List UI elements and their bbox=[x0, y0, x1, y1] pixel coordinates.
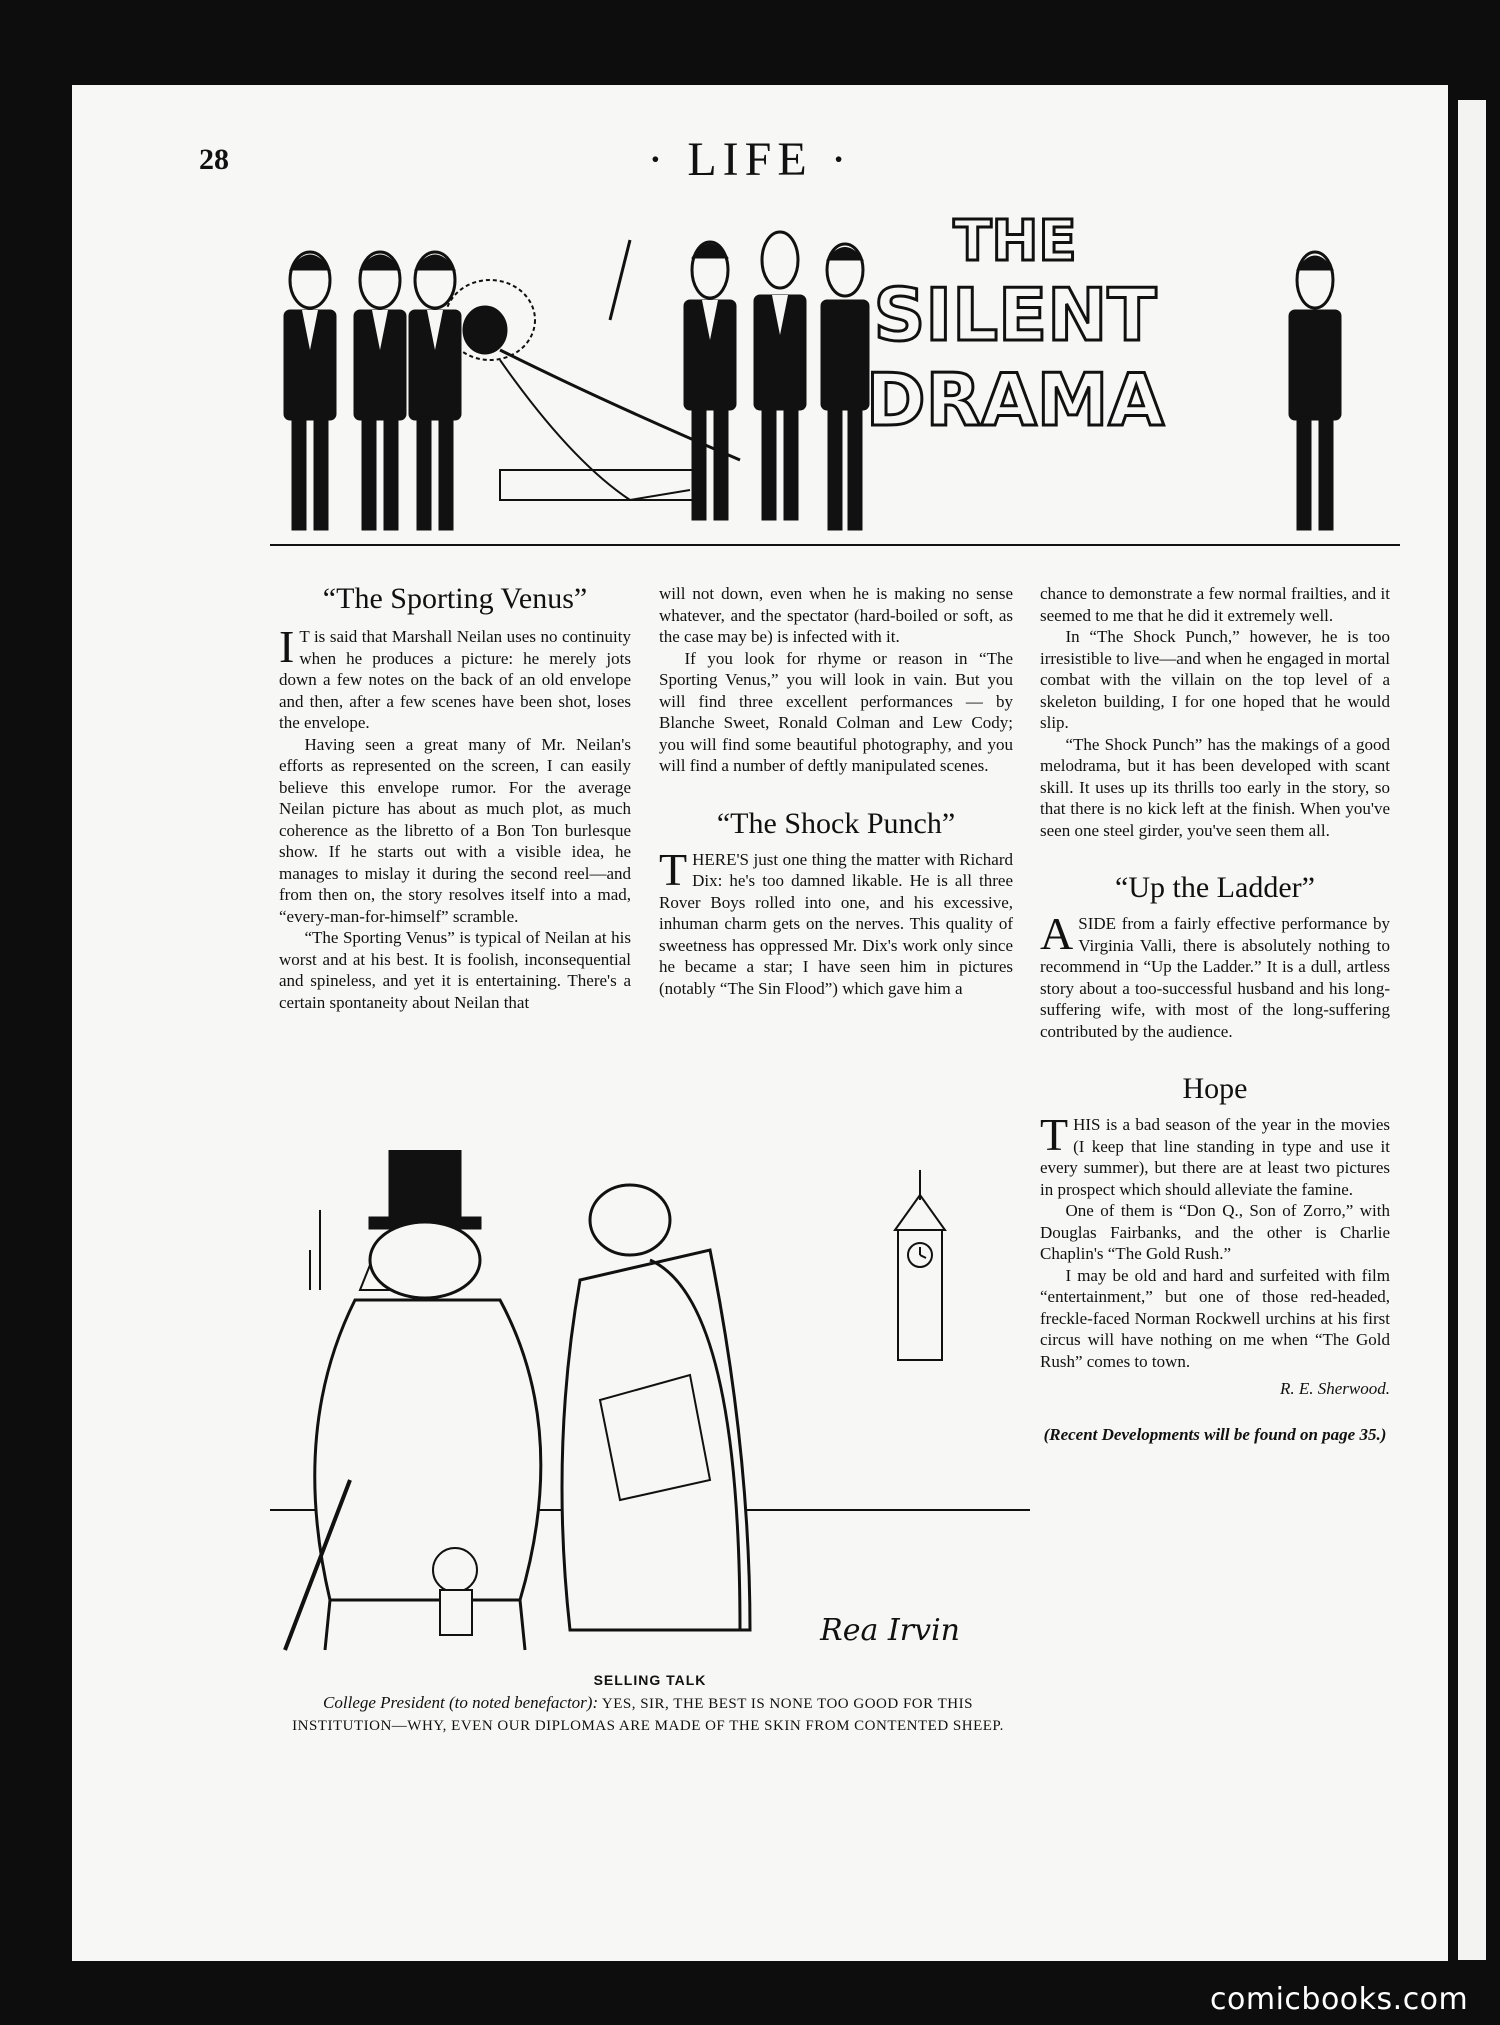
college-president-figure bbox=[562, 1185, 750, 1630]
usher-figure-4 bbox=[684, 242, 736, 520]
usher-figure-2 bbox=[354, 252, 406, 530]
banner-title-line-3: DRAMA bbox=[865, 358, 1165, 442]
cartoonist-signature: Rea Irvin bbox=[820, 1613, 960, 1648]
caption-speaker: College President (to noted benefactor): bbox=[323, 1693, 599, 1712]
article-paragraph: One of them is “Don Q., Son of Zorro,” with Douglas Fairbanks, and the other is Charlie Chaplin's “The Gold Rush.” bbox=[1040, 1201, 1390, 1263]
article-paragraph: If you look for rhyme or reason in “The Sporting Venus,” you will look in vain. But you will find three excellent performances — by Blanche Sweet, Ronald Colman and Lew Cody; you will find some beautiful photography, and you will find a number of deftly manipulated scenes. bbox=[659, 648, 1013, 775]
child-figure bbox=[433, 1548, 477, 1635]
clock-tower bbox=[895, 1170, 945, 1360]
page-number: 28 bbox=[199, 143, 229, 176]
selling-talk-cartoon-illustration bbox=[270, 1150, 1030, 1670]
next-page-edge bbox=[1458, 100, 1486, 1960]
author-signature: R. E. Sherwood. bbox=[1279, 1379, 1390, 1398]
benefactor-figure bbox=[285, 1150, 541, 1650]
continued-note: (Recent Developments will be found on page 35.) bbox=[1043, 1424, 1387, 1444]
usher-figure-7 bbox=[1289, 252, 1341, 530]
usher-figure-3 bbox=[409, 252, 461, 530]
column-2 bbox=[659, 583, 1013, 999]
article-title-up-the-ladder: “Up the Ladder” bbox=[1115, 871, 1315, 904]
site-watermark: comicbooks.com bbox=[1210, 1982, 1469, 2017]
drop-cap: I bbox=[279, 621, 295, 672]
article-paragraph: I T is said that Marshall Neilan uses no continuity when he produces a picture: he merely jots down a few notes on the back of an old envelope and then, after a few scenes have been shot, loses the envelope. bbox=[279, 621, 631, 732]
article-paragraph: “The Shock Punch” has the makings of a good melodrama, but it has been developed with scant skill. It uses up its thrills too early in the story, so that there is no kick left at the finish. When you've seen one steel girder, you've seen them all. bbox=[1040, 734, 1390, 840]
drop-cap: T bbox=[1040, 1109, 1069, 1160]
article-paragraph: THERE'S just one thing the matter with Richard Dix: he's too damned likable. He is all three Rover Boys rolled into one, and his excessive, inhuman charm gets on the nerves. This quality of sweetness has oppressed Mr. Dix's work only since he became a star; I have seen him in pictures (notably “The Sin Flood”) which gave him a bbox=[659, 843, 1013, 998]
column-1 bbox=[279, 580, 631, 1013]
article-paragraph: In “The Shock Punch,” however, he is too irresistible to live—and when he engaged in mortal combat with the villain on the top level of a skeleton building, I for one hoped that he would slip. bbox=[1040, 627, 1390, 732]
article-title-hope: Hope bbox=[1182, 1072, 1248, 1105]
cartoon-title: SELLING TALK bbox=[593, 1672, 707, 1688]
banner-title-lettering bbox=[866, 209, 1165, 442]
article-paragraph: THIS is a bad season of the year in the movies (I keep that line standing in type and use it every summer), but there are at least two pictures in prospect which should alleviate the famine. bbox=[1040, 1109, 1390, 1199]
article-title-shock-punch: “The Shock Punch” bbox=[716, 806, 956, 840]
article-paragraph: Having seen a great many of Mr. Neilan's efforts as represented on the screen, I can easily believe this envelope rumor. For the average Neilan picture has about as much plot, as much coherence as the libretto of a Bon Ton burlesque show. If he starts out with a visible idea, he manages to mislay it during the second reel—and from then on, the story resolves itself into a mad, “every-man-for-himself” scramble. bbox=[279, 734, 631, 926]
article-paragraph: ASIDE from a fairly effective performance by Virginia Valli, there is absolutely nothing to recommend in “Up the Ladder.” It is a dull, artless story about a too-successful husband and his long-suffering wife, with most of the long-suffering contributed by the audience. bbox=[1040, 908, 1390, 1041]
banner-title-line-2: SILENT bbox=[873, 273, 1157, 357]
article-paragraph: “The Sporting Venus” is typical of Neilan at his worst and at his best. It is foolish, inconsequential and spineless, and yet it is entertaining. There's a certain spontaneity about Neilan that bbox=[279, 928, 631, 1012]
article-paragraph: I may be old and hard and surfeited with film “entertainment,” but one of those red-headed, freckle-faced Norman Rockwell urchins at his first circus will have nothing on me when “The Gold Rush” comes to town. bbox=[1040, 1265, 1390, 1371]
caption-speech: YES, SIR, THE BEST IS NONE TOO GOOD FOR THIS INSTITUTION—WHY, EVEN OUR DIPLOMAS ARE MADE OF THE SKIN FROM CONTENTED SHEEP. bbox=[292, 1696, 1004, 1734]
silent-drama-banner-illustration bbox=[270, 200, 1405, 570]
article-title-sporting-venus: “The Sporting Venus” bbox=[322, 582, 588, 615]
drop-cap: T bbox=[659, 843, 688, 895]
masthead: · LIFE · bbox=[647, 133, 853, 186]
article-paragraph: will not down, even when he is making no sense whatever, and the spectator (hard-boiled or soft, as the case may be) is infected with it. bbox=[659, 584, 1013, 646]
column-3 bbox=[1040, 583, 1390, 1445]
cartoon-caption bbox=[278, 1692, 1018, 1737]
banner-title-line-1: THE bbox=[953, 209, 1077, 274]
usher-figure-5 bbox=[754, 232, 806, 520]
drop-cap: A bbox=[1040, 908, 1074, 959]
article-paragraph: chance to demonstrate a few normal frailties, and it seemed to me that he did it extremely well. bbox=[1040, 584, 1390, 625]
usher-figure-6 bbox=[821, 244, 869, 530]
usher-figure-1 bbox=[284, 252, 336, 530]
